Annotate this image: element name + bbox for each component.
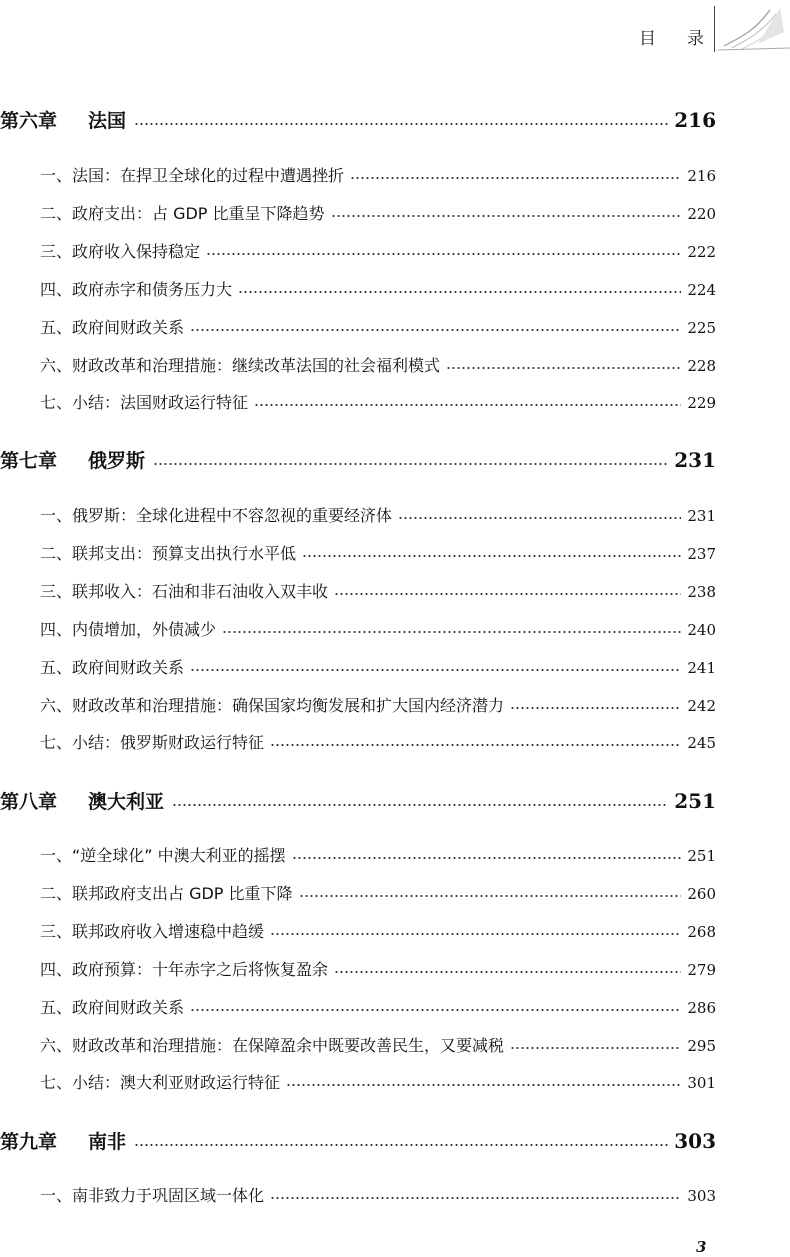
dot-leader: [190, 328, 681, 332]
dot-leader: [134, 122, 668, 126]
header-decoration-icon: [718, 4, 790, 52]
section-entry[interactable]: [40, 503, 716, 527]
section-title: 四、政府赤字和债务压力大: [40, 280, 233, 299]
section-title: 七、小结：俄罗斯财政运行特征: [40, 733, 265, 752]
chapter-number: 第六章: [0, 110, 58, 132]
section-page: 237: [687, 545, 716, 563]
section-title: 六、财政改革和治理措施：确保国家均衡发展和扩大国内经济潜力: [40, 696, 505, 715]
chapter-number: 第七章: [0, 450, 58, 472]
dot-leader: [334, 592, 681, 596]
chapter-entry[interactable]: [0, 106, 716, 136]
dot-leader: [238, 290, 681, 294]
dot-leader: [153, 462, 668, 466]
dot-leader: [206, 252, 681, 256]
section-title: 五、政府间财政关系: [40, 318, 185, 337]
section-entry[interactable]: [40, 390, 716, 414]
section-title: 四、政府预算：十年赤字之后将恢复盈余: [40, 960, 329, 979]
section-page: 231: [687, 507, 716, 525]
section-entry[interactable]: [40, 957, 716, 981]
section-page: 238: [687, 583, 716, 601]
dot-leader: [172, 803, 668, 807]
section-page: 229: [687, 394, 716, 412]
section-title: 一、俄罗斯：全球化进程中不容忽视的重要经济体: [40, 506, 393, 525]
chapter-title: 南非: [88, 1131, 127, 1153]
section-title: 三、联邦政府收入增速稳中趋缓: [40, 922, 265, 941]
dot-leader: [222, 630, 681, 634]
section-title: 六、财政改革和治理措施：继续改革法国的社会福利模式: [40, 356, 441, 375]
section-entry[interactable]: [40, 617, 716, 641]
section-page: 295: [687, 1037, 716, 1055]
section-page: 241: [687, 659, 716, 677]
section-entry[interactable]: [40, 1033, 716, 1057]
dot-leader: [270, 932, 681, 936]
section-page: 303: [687, 1187, 716, 1205]
section-page: 220: [687, 205, 716, 223]
section-entry[interactable]: [40, 919, 716, 943]
section-entry[interactable]: [40, 579, 716, 603]
chapter-title: 法国: [88, 110, 127, 132]
chapter-page: 216: [674, 108, 716, 132]
section-page: 245: [687, 734, 716, 752]
dot-leader: [302, 554, 681, 558]
dot-leader: [254, 403, 681, 407]
section-entry[interactable]: [40, 655, 716, 679]
section-page: 268: [687, 923, 716, 941]
dot-leader: [190, 668, 681, 672]
section-entry[interactable]: [40, 277, 716, 301]
section-entry[interactable]: [40, 163, 716, 187]
dot-leader: [398, 516, 681, 520]
section-title: 四、内债增加，外债减少: [40, 620, 217, 639]
section-page: 251: [687, 847, 716, 865]
section-title: 六、财政改革和治理措施：在保障盈余中既要改善民生，又要减税: [40, 1036, 505, 1055]
section-title: 二、联邦政府支出占 GDP 比重下降: [40, 884, 293, 903]
section-entry[interactable]: [40, 881, 716, 905]
section-title: 三、联邦收入：石油和非石油收入双丰收: [40, 582, 329, 601]
dot-leader: [510, 706, 681, 710]
chapter-title: 俄罗斯: [88, 450, 146, 472]
header-title-char-1: 目: [639, 29, 656, 49]
section-entry[interactable]: [40, 353, 716, 377]
chapter-number: 第九章: [0, 1131, 58, 1153]
dot-leader: [350, 176, 681, 180]
section-page: 225: [687, 319, 716, 337]
dot-leader: [292, 856, 682, 860]
dot-leader: [334, 970, 681, 974]
dot-leader: [286, 1083, 681, 1087]
section-entry[interactable]: [40, 239, 716, 263]
section-title: 五、政府间财政关系: [40, 658, 185, 677]
section-entry[interactable]: [40, 315, 716, 339]
chapter-title: 澳大利亚: [88, 791, 165, 813]
dot-leader: [446, 366, 681, 370]
chapter-page: 251: [674, 789, 716, 813]
chapter-number: 第八章: [0, 791, 58, 813]
section-page: 260: [687, 885, 716, 903]
section-page: 228: [687, 357, 716, 375]
section-entry[interactable]: [40, 201, 716, 225]
section-page: 279: [687, 961, 716, 979]
section-page: 224: [687, 281, 716, 299]
chapter-entry[interactable]: [0, 446, 716, 476]
dot-leader: [331, 214, 682, 218]
section-page: 222: [687, 243, 716, 261]
dot-leader: [299, 894, 682, 898]
dot-leader: [510, 1046, 681, 1050]
section-title: 二、联邦支出：预算支出执行水平低: [40, 544, 297, 563]
chapter-entry[interactable]: [0, 1127, 716, 1157]
dot-leader: [134, 1143, 668, 1147]
section-title: 一、“逆全球化” 中澳大利亚的摇摆: [40, 846, 286, 865]
section-page: 240: [687, 621, 716, 639]
header-title-char-2: 录: [687, 29, 704, 49]
dot-leader: [270, 743, 681, 747]
section-entry[interactable]: [40, 693, 716, 717]
section-title: 七、小结：澳大利亚财政运行特征: [40, 1073, 281, 1092]
section-entry[interactable]: [40, 995, 716, 1019]
section-entry[interactable]: [40, 843, 716, 867]
section-title: 一、南非致力于巩固区域一体化: [40, 1186, 265, 1205]
section-page: 216: [687, 167, 716, 185]
header-divider: [714, 6, 715, 52]
chapter-entry[interactable]: [0, 787, 716, 817]
section-title: 七、小结：法国财政运行特征: [40, 393, 249, 412]
section-entry[interactable]: [40, 730, 716, 754]
section-page: 286: [687, 999, 716, 1017]
section-page: 301: [687, 1074, 716, 1092]
section-title: 三、政府收入保持稳定: [40, 242, 201, 261]
dot-leader: [270, 1196, 681, 1200]
section-entry[interactable]: [40, 1183, 716, 1207]
section-page: 242: [687, 697, 716, 715]
page-number: 3: [696, 1238, 707, 1256]
section-entry[interactable]: [40, 1070, 716, 1094]
section-title: 二、政府支出：占 GDP 比重呈下降趋势: [40, 204, 325, 223]
section-entry[interactable]: [40, 541, 716, 565]
section-title: 一、法国：在捍卫全球化的过程中遭遇挫折: [40, 166, 345, 185]
dot-leader: [190, 1008, 681, 1012]
chapter-page: 231: [674, 448, 716, 472]
section-title: 五、政府间财政关系: [40, 998, 185, 1017]
chapter-page: 303: [674, 1129, 716, 1153]
